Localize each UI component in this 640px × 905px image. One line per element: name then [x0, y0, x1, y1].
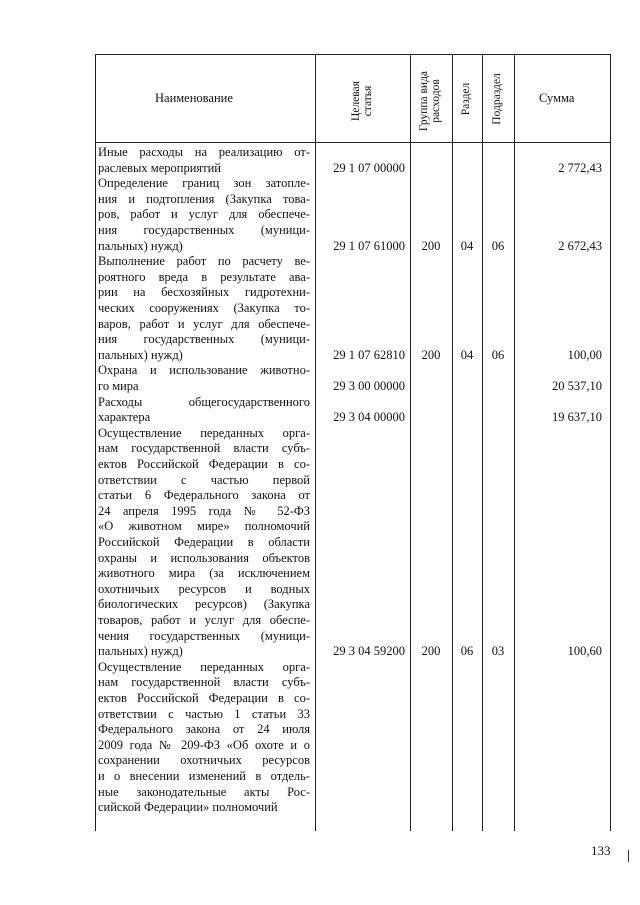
- row-amount: 19 637,10: [552, 410, 602, 425]
- row-name-line: пальных) нужд): [98, 644, 183, 659]
- row-name-line: «О животном мире» полномочий: [98, 519, 310, 534]
- row-name-line: сийской Федерации» полномочий: [98, 800, 278, 815]
- row-article-code: 29 1 07 61000: [333, 238, 405, 253]
- header-section-text: Раздел: [460, 82, 472, 116]
- column-divider-section: [482, 54, 483, 831]
- row-name-line: 2009 года № 209-ФЗ «Об охоте и о: [98, 737, 310, 752]
- row-name-line: Расходы общегосударственного: [98, 394, 310, 409]
- row-expense-group: 200: [421, 644, 441, 659]
- row-name-line: варов, работ и услуг для обеспече-: [98, 316, 310, 331]
- row-name-line: Осуществление переданных орга-: [98, 659, 310, 674]
- row-article-code: 29 1 07 00000: [333, 160, 405, 175]
- row-name-line: ные законодательные акты Рос-: [98, 784, 310, 799]
- scan-edge-mark: [628, 850, 629, 862]
- row-amount: 100,00: [567, 347, 602, 362]
- table-border-left: [95, 54, 96, 831]
- row-name-line: ния государственных (муници-: [98, 223, 310, 237]
- header-expense-group-text: Группа вида расходов: [418, 70, 442, 132]
- row-name-line: товаров, работ и услуг для обеспе-: [98, 613, 310, 627]
- row-name-line: охотничьих ресурсов и водных: [98, 581, 310, 596]
- row-name-line: Определение границ зон затопле-: [98, 176, 310, 191]
- row-expense-group: 200: [421, 238, 441, 253]
- row-name-line: пальных) нужд): [98, 238, 183, 253]
- table-border-right: [610, 54, 611, 831]
- column-divider-name: [315, 54, 316, 831]
- row-name-line: ров, работ и услуг для обеспече-: [98, 207, 310, 222]
- header-expense-group: [418, 66, 444, 136]
- row-name-line: Российской Федерации в области: [98, 535, 310, 549]
- row-name-line: характера: [98, 410, 151, 425]
- row-name-line: ответствии с частью первой: [98, 472, 310, 487]
- row-article-code: 29 3 04 00000: [333, 410, 405, 425]
- row-amount: 20 537,10: [552, 379, 602, 393]
- row-name-line: чения государственных (муници-: [98, 628, 310, 643]
- row-name-line: Охрана и использование животно-: [98, 363, 310, 378]
- header-divider: [95, 142, 611, 143]
- header-section: [460, 74, 474, 124]
- table-border-top: [95, 54, 611, 55]
- page-number: 133: [591, 843, 611, 858]
- header-subsection: [491, 64, 505, 134]
- row-name-line: Осуществление переданных орга-: [98, 425, 310, 440]
- row-article-code: 29 3 04 59200: [333, 644, 405, 659]
- header-amount: Сумма: [539, 91, 575, 105]
- row-section-code: 04: [460, 347, 474, 362]
- row-name-line: нам государственной власти субъ-: [98, 675, 310, 690]
- row-subsection-code: 03: [491, 644, 505, 659]
- header-target-article: [350, 71, 376, 131]
- header-name: Наименование: [155, 91, 233, 105]
- row-subsection-code: 06: [491, 238, 505, 253]
- header-target-article-text: Целевая статья: [350, 81, 374, 121]
- row-name-line: животного мира (за исключением: [98, 566, 310, 581]
- header-subsection-text: Подраздел: [491, 73, 503, 125]
- row-name-line: ния государственных (муници-: [98, 332, 310, 347]
- row-article-code: 29 1 07 62810: [333, 347, 405, 362]
- row-name-line: ектов Российской Федерации в со-: [98, 691, 310, 705]
- row-name-line: Иные расходы на реализацию от-: [98, 145, 310, 159]
- row-name-line: раслевых мероприятий: [98, 160, 221, 175]
- row-amount: 2 672,43: [558, 238, 602, 253]
- row-name-line: го мира: [98, 379, 139, 393]
- row-name-line: Федерального закона от 24 июля: [98, 722, 310, 737]
- row-name-line: Выполнение работ по расчету ве-: [98, 254, 310, 269]
- row-name-line: ектов Российской Федерации в со-: [98, 457, 310, 471]
- row-section-code: 04: [460, 238, 474, 253]
- row-name-line: биологических ресурсов) (Закупка: [98, 597, 310, 612]
- row-name-line: ответствии с частью 1 статьи 33: [98, 706, 310, 721]
- row-name-line: статьи 6 Федерального закона от: [98, 488, 310, 503]
- row-name-line: ческих сооружениях (Закупка то-: [98, 301, 310, 315]
- column-divider-group: [452, 54, 453, 831]
- row-name-line: 24 апреля 1995 года № 52-ФЗ: [98, 503, 310, 518]
- row-name-line: и о внесении изменений в отдель-: [98, 769, 310, 783]
- budget-table: [95, 54, 611, 831]
- row-amount: 2 772,43: [558, 160, 602, 175]
- row-amount: 100,60: [567, 644, 602, 659]
- row-name-line: сохранении охотничьих ресурсов: [98, 753, 310, 768]
- row-name-line: ния и подтопления (Закупка това-: [98, 191, 310, 206]
- row-name-line: нам государственной власти субъ-: [98, 441, 310, 456]
- row-section-code: 06: [460, 644, 474, 659]
- row-subsection-code: 06: [491, 347, 505, 362]
- row-article-code: 29 3 00 00000: [333, 379, 405, 393]
- row-name-line: пальных) нужд): [98, 347, 183, 362]
- row-expense-group: 200: [421, 347, 441, 362]
- row-name-line: роятного вреда в результате ава-: [98, 269, 310, 284]
- row-name-line: рии на бесхозяйных гидротехни-: [98, 285, 310, 300]
- row-name-line: охраны и использования объектов: [98, 550, 310, 565]
